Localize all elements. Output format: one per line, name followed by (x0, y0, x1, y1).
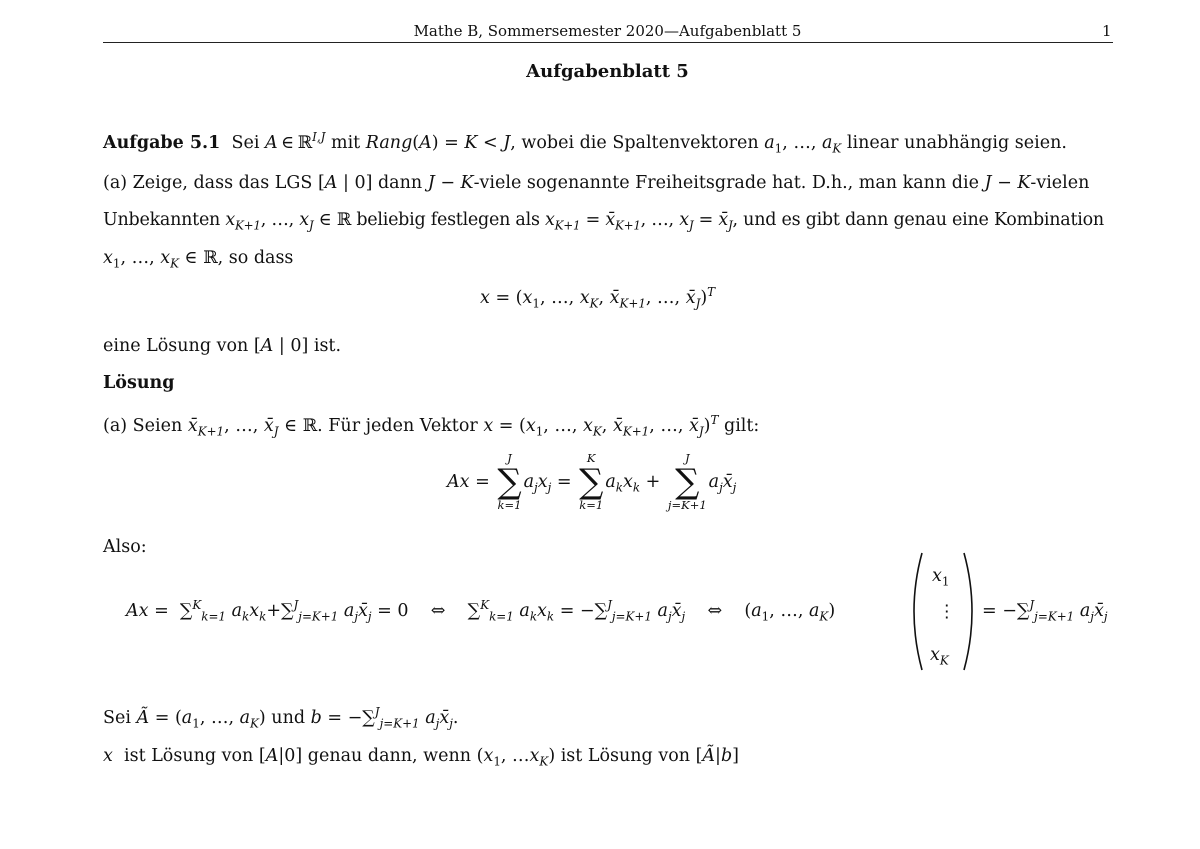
part-a-line-4: eine Lösung von [A | 0] ist. (103, 336, 342, 356)
vector-entry-xk: $x_K$ (930, 645, 949, 668)
equivalence-formula: Ax = ∑$^K_{k=1}$ $a_kx_k+\sum^J_{j=K+1}$ $a_jx̄_j = 0$ ⇔ ∑$^K_{k=1}$ $a_kx_k = -\sum^J_{j=K+1}$ $a_jx̄_j$ ⇔ ($a_1$, …, $a_K$) (126, 598, 836, 624)
vector-entry-x1: $x_1$ (932, 566, 950, 589)
also-label: Also: (103, 537, 147, 557)
vector-entry-dots: ⋮ (938, 602, 956, 622)
part-a-line-3: $x_1$, …, $x_K$ ∈ ℝ, so dass (103, 248, 294, 271)
header-rule (103, 42, 1113, 43)
vector-x-formula: $x = (x_1$, …, $x_K$, $x̄_{K+1}$, …, $x̄_J)^T$ (480, 285, 716, 311)
equivalence-rhs: = −∑$^J_{j=K+1}$ $a_jx̄_j$ (982, 598, 1108, 624)
sheet-title: Aufgabenblatt 5 (526, 61, 689, 82)
page-number: 1 (1102, 22, 1112, 40)
part-a-line-2: Unbekannten $x_{K+1}$, …, $x_J$ ∈ ℝ beliebig festlegen als $x_{K+1}$ = $x̄_{K+1}$, …, $x_J$ = $x̄_J$, und es gibt dann genau eine Kombination (103, 210, 1104, 233)
conclusion-line: x ist Lösung von [A|0] genau dann, wenn ($x_1$, $\dots x_K$) ist Lösung von [Ã|b] (103, 746, 739, 769)
running-header: Mathe B, Sommersemester 2020—Aufgabenblatt 5 (413, 22, 802, 40)
task-label: Aufgabe 5.1 (103, 133, 221, 153)
ax-sum-formula: Ax = J ∑ k=1 $a_jx_j$ = K ∑ k=1 $a_kx_k$ + J ∑ j=K+1 $a_jx̄_j$ (447, 451, 737, 512)
task-intro-line: Aufgabe 5.1 Sei A ∈ ℝ$^{I,J}$ mit Rang(A) = K < J, wobei die Spaltenvektoren $a_1$, …, $a_K$ linear unabhängig seien. (103, 130, 1067, 156)
solution-heading: Lösung (103, 373, 175, 393)
part-a-line-1: (a) Zeige, dass das LGS [A | 0] dann J − K-viele sogenannte Freiheitsgrade hat. D.h., man kann die J − K-vielen (103, 173, 1090, 193)
definition-line: Sei Ã = ($a_1$, …, $a_K$) und b = −∑$^J_{j=K+1}$ $a_jx̄_j$. (103, 705, 459, 731)
solution-line-1: (a) Seien $x̄_{K+1}$, …, $x̄_J$ ∈ ℝ. Für jeden Vektor $x = (x_1$, …, $x_K$, $x̄_{K+1}$, …, $x̄_J)^T$ gilt: (103, 413, 760, 439)
